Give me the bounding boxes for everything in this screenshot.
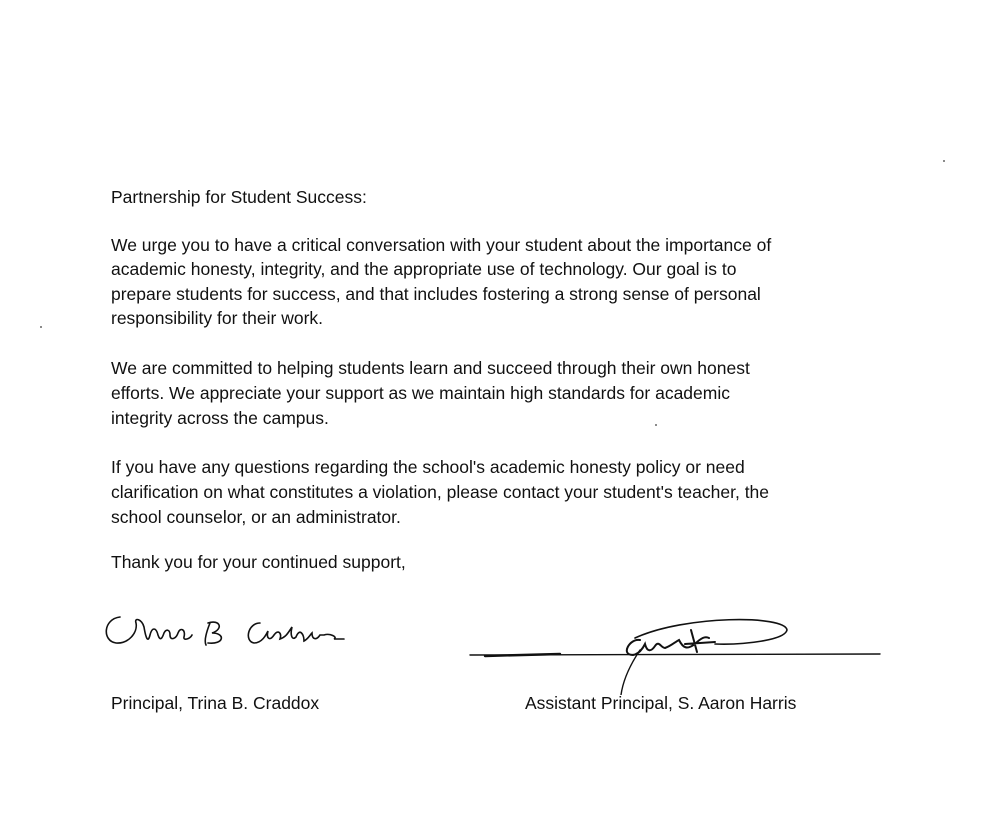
- principal-signature: [98, 605, 368, 655]
- scan-speck: [943, 160, 945, 162]
- scan-speck: [655, 424, 657, 426]
- paragraph-3-line: If you have any questions regarding the school's academic honesty policy or need: [111, 457, 745, 477]
- paragraph-3-line: school counselor, or an administrator.: [111, 507, 401, 527]
- letter-heading: Partnership for Student Success:: [111, 187, 367, 207]
- paragraph-1-line: We urge you to have a critical conversation with your student about the importance of: [111, 235, 772, 255]
- paragraph-1-line: academic honesty, integrity, and the appropriate use of technology. Our goal is to: [111, 259, 737, 279]
- principal-title: Principal, Trina B. Craddox: [111, 693, 320, 713]
- closing: Thank you for your continued support,: [111, 552, 406, 572]
- paragraph-2-line: efforts. We appreciate your support as we maintain high standards for academic: [111, 383, 730, 403]
- paragraph-1-line: responsibility for their work.: [111, 308, 324, 328]
- paragraph-1-line: prepare students for success, and that includes fostering a strong sense of personal: [111, 284, 761, 304]
- assistant-principal-title: Assistant Principal, S. Aaron Harris: [525, 693, 797, 713]
- assistant-principal-signature: [465, 610, 885, 695]
- scan-speck: [40, 326, 42, 328]
- paragraph-2-line: integrity across the campus.: [111, 408, 329, 428]
- paragraph-2-line: We are committed to helping students learn and succeed through their own honest: [111, 358, 750, 378]
- paragraph-3-line: clarification on what constitutes a violation, please contact your student's teacher, the: [111, 482, 770, 502]
